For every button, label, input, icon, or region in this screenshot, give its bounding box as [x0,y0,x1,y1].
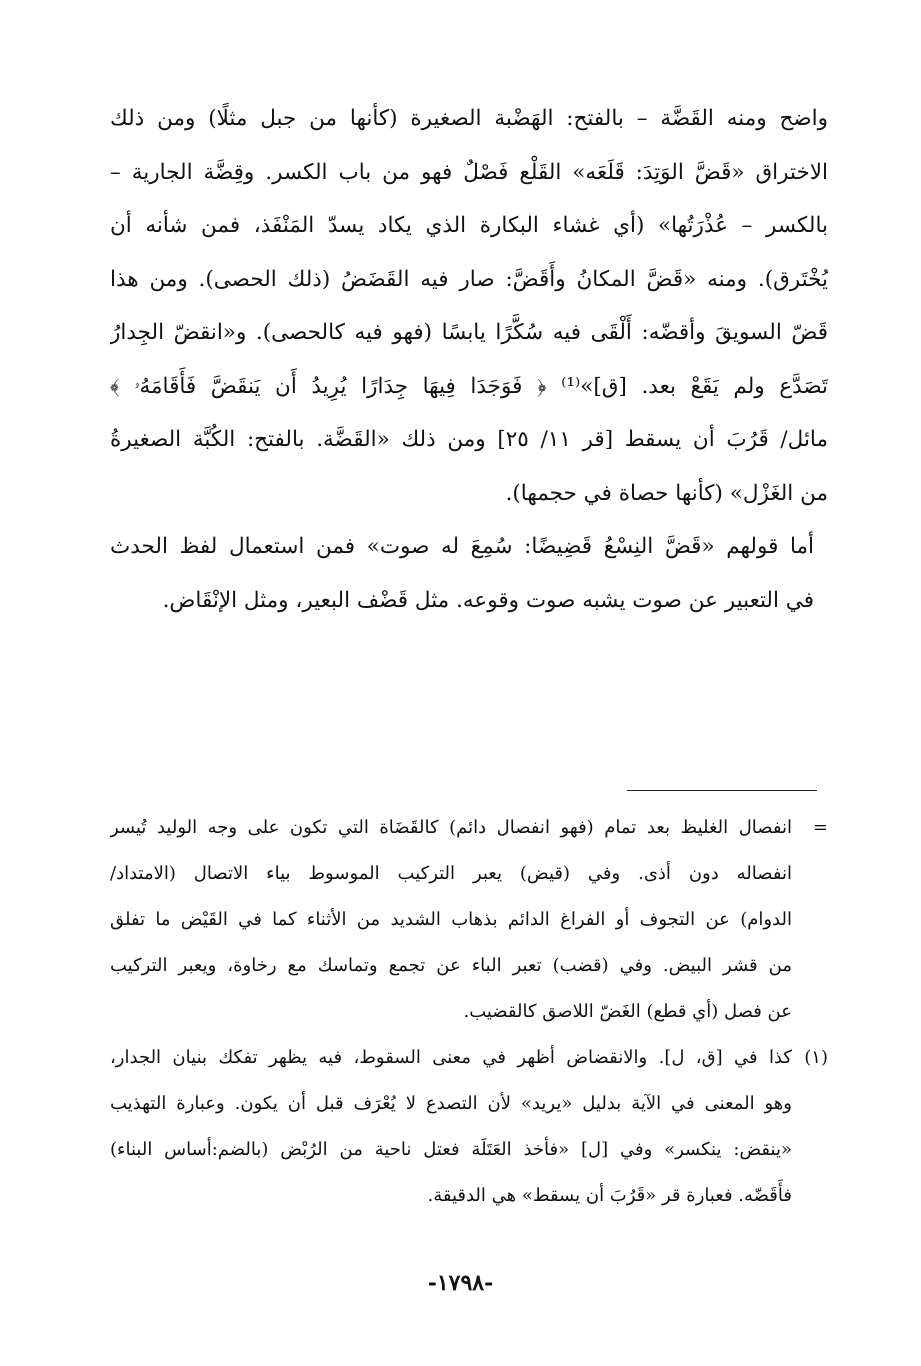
page-number: -١٧٩٨- [427,1270,494,1296]
body-line: في التعبير عن صوت يشبه صوت وقوعه. مثل قَضْف البعير، ومثل الإنْقَاض. [162,587,814,613]
footnote-continuation-marker: = [812,817,828,838]
body-line: من الغَزْل» (كأنها حصاة في حجمها). [505,480,828,506]
body-line: بالكسر – عُذْرَتُها» (أي غشاء البكارة الذي يكاد يسدّ المَنْفَذ، فمن شأنه أن [110,213,828,238]
footnote-1-marker: (١) [804,1047,828,1068]
footnote-line: كذا في [ق، ل]. والانقضاض أظهر في معنى السقوط، فيه يظهر تفكك بنيان الجدار، [110,1047,792,1068]
footnote-line: «ينقض: ينكسر» وفي [ل] «فأخذ العَتَلَة فعتل ناحية من الرُبْض (بالضم:أساس البناء) [110,1139,792,1160]
body-line: تَصَدَّع ولم يَقَعْ بعد. [ق]»⁽¹⁾ ﴿ فَوَجَدَا فِيهَا جِدَارًا يُرِيدُ أَن يَنقَضَّ فَأَقَامَهُۥ ﴾ [110,373,828,399]
body-line: يُخْتَرق). ومنه «قَضَّ المكانُ وأَقَضَّ: صار فيه القَضَضُ (ذلك الحصى). ومن هذا [110,266,828,292]
footnote-line: انفصاله دون أذى. وفي (قيض) يعبر التركيب الموسوط بياء الاتصال (الامتداد/ [110,863,792,884]
footnote-line: الدوام) عن التجوف أو الفراغ الدائم بذهاب الشديد من الأثناء كما في القَيْض ما تفلق [110,909,792,930]
footnote-line: انفصال الغليظ بعد تمام (فهو انفصال دائم) كالقَضَاة التي تكون على وجه الوليد تُيسر [110,817,792,838]
footnote-1 [110,1035,828,1219]
main-body-text [110,92,828,627]
footnote-line: فأَقَضّه. فعبارة قر «قَرُبَ أن يسقط» هي الدقيقة. [427,1185,792,1206]
body-line: الاختراق «قَضَّ الوَتِدَ: قَلَعَه» القَلْع فَصْلٌ فهو من باب الكسر. وقِضَّة الجارية – [110,159,828,185]
footnote-continuation [110,805,828,1035]
footnote-line: عن فصل (أي قطع) الغَضّ اللاصق كالقضيب. [463,1001,792,1022]
footnote-line: وهو المعنى في الآية بدليل «يريد» لأن التصدع لا يُعْرَف قبل أن يكون. وعبارة التهذيب [110,1093,792,1114]
body-line: أما قولهم «قَضَّ النِسْعُ قَضِيضًا: سُمِعَ له صوت» فمن استعمال لفظ الحدث [110,534,814,559]
footnote-separator [627,790,817,791]
body-line: مائل/ قَرُبَ أن يسقط [قر ١١/ ٢٥] ومن ذلك «القَضَّة. بالفتح: الكُبَّة الصغيرةُ [110,427,828,452]
body-line: قَضّ السويقَ وأقضّه: أَلْقَى فيه سُكَّرًا يابسًا (فهو فيه كالحصى). و«انقضّ الجِدارُ [110,320,828,345]
body-line: واضح ومنه القَضَّة – بالفتح: الهَضْبة الصغيرة (كأنها من جبل مثلًا) ومن ذلك [110,106,828,131]
footnotes-section [110,805,828,1219]
footnote-line: من قشر البيض. وفي (قضب) تعبر الباء عن تجمع وتماسك مع رخاوة، ويعبر التركيب [110,955,792,976]
